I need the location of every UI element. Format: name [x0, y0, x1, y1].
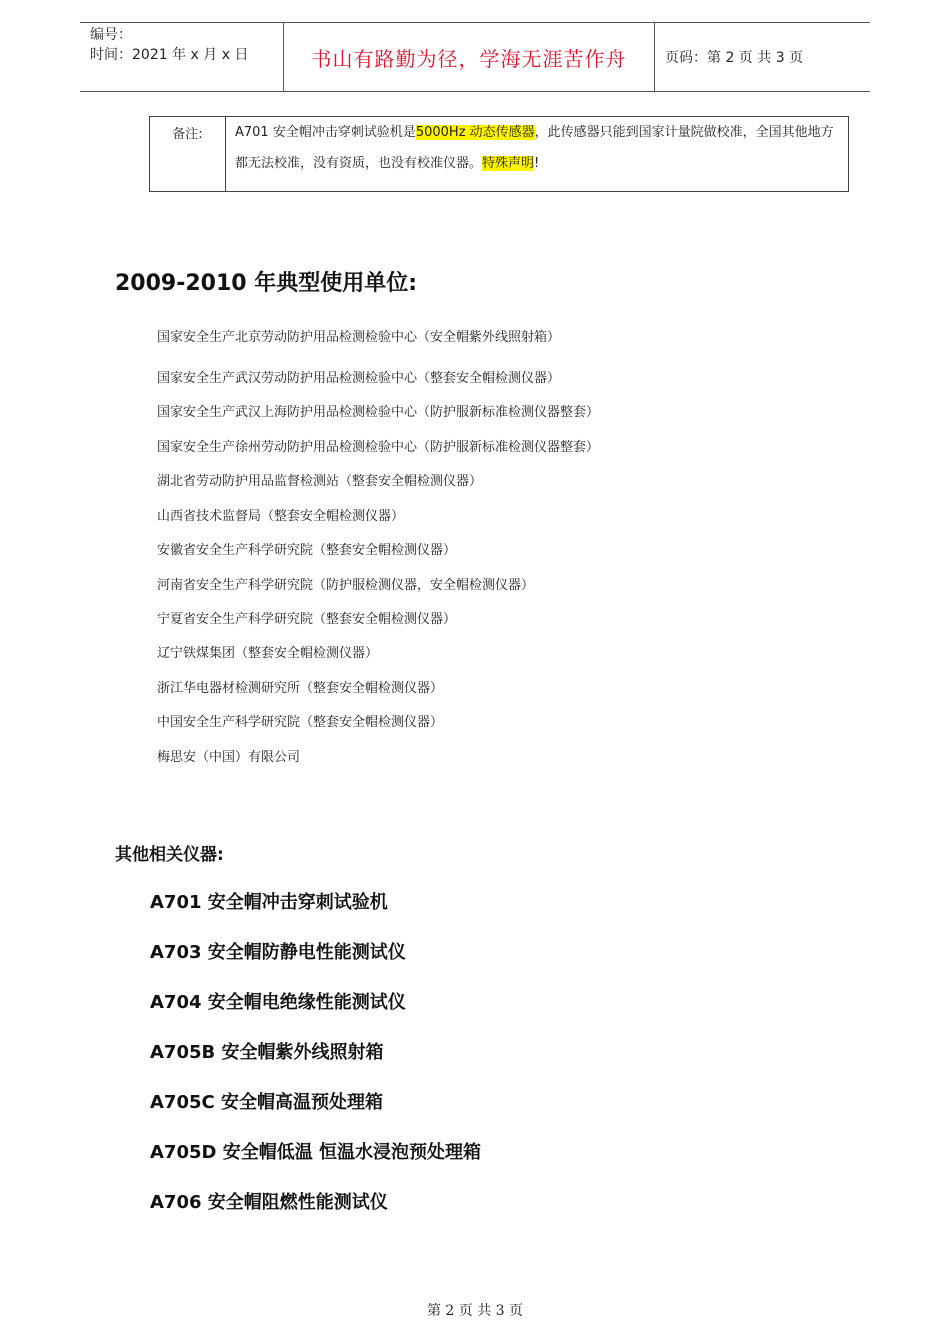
note-highlight-sensor: 5000Hz 动态传感器	[415, 125, 535, 140]
instrument-item: A705D 安全帽低温 恒温水浸泡预处理箱	[150, 1142, 481, 1163]
list-item: 国家安全生产武汉上海防护用品检测检验中心（防护服新标准检测仪器整套）	[157, 405, 600, 420]
note-label: 备注:	[150, 117, 226, 191]
note-highlight-statement: 特殊声明	[482, 156, 535, 171]
header-divider	[654, 23, 655, 91]
instrument-item: A701 安全帽冲击穿刺试验机	[150, 892, 388, 913]
instrument-item: A706 安全帽阻燃性能测试仪	[150, 1192, 388, 1213]
list-item: 国家安全生产北京劳动防护用品检测检验中心（安全帽紫外线照射箱）	[157, 330, 561, 345]
header-page-number: 页码：第 2 页 共 3 页	[665, 50, 804, 66]
list-item: 国家安全生产武汉劳动防护用品检测检验中心（整套安全帽检测仪器）	[157, 371, 561, 386]
list-item: 浙江华电器材检测研究所（整套安全帽检测仪器）	[157, 681, 444, 696]
note-text-part2: ，此传感器只能到国家计量院做校准，全国其他地方都无法校准，没有资质，也没有校准仪器。	[235, 125, 834, 171]
page-header	[80, 22, 870, 92]
header-meta	[90, 25, 285, 65]
instrument-item: A705C 安全帽高温预处理箱	[150, 1092, 383, 1113]
note-table	[149, 116, 849, 192]
serial-label: 编号：	[90, 27, 132, 43]
instruments-section-title: 其他相关仪器:	[115, 845, 224, 865]
note-text-part1: A701 安全帽冲击穿刺试验机是	[235, 125, 416, 140]
list-item: 安徽省安全生产科学研究院（整套安全帽检测仪器）	[157, 543, 457, 558]
list-item: 国家安全生产徐州劳动防护用品检测检验中心（防护服新标准检测仪器整套）	[157, 440, 600, 455]
list-item: 山西省技术监督局（整套安全帽检测仪器）	[157, 509, 405, 524]
list-item: 辽宁铁煤集团（整套安全帽检测仪器）	[157, 646, 379, 661]
instrument-item: A704 安全帽电绝缘性能测试仪	[150, 992, 406, 1013]
users-section-title: 2009-2010 年典型使用单位:	[115, 271, 418, 296]
list-item: 中国安全生产科学研究院（整套安全帽检测仪器）	[157, 715, 444, 730]
list-item: 河南省安全生产科学研究院（防护服检测仪器，安全帽检测仪器）	[157, 578, 535, 593]
instrument-item: A705B 安全帽紫外线照射箱	[150, 1042, 384, 1063]
list-item: 宁夏省安全生产科学研究院（整套安全帽检测仪器）	[157, 612, 457, 627]
note-text	[227, 117, 847, 179]
header-motto: 书山有路勤为径，学海无涯苦作舟	[311, 46, 627, 71]
note-text-part3: !	[534, 156, 540, 171]
list-item: 湖北省劳动防护用品监督检测站（整套安全帽检测仪器）	[157, 474, 483, 489]
list-item: 梅思安（中国）有限公司	[157, 750, 301, 765]
time-label: 时间：2021 年 x 月 x 日	[90, 47, 249, 63]
instrument-item: A703 安全帽防静电性能测试仪	[150, 942, 406, 963]
page-footer: 第 2 页 共 3 页	[426, 1303, 524, 1319]
